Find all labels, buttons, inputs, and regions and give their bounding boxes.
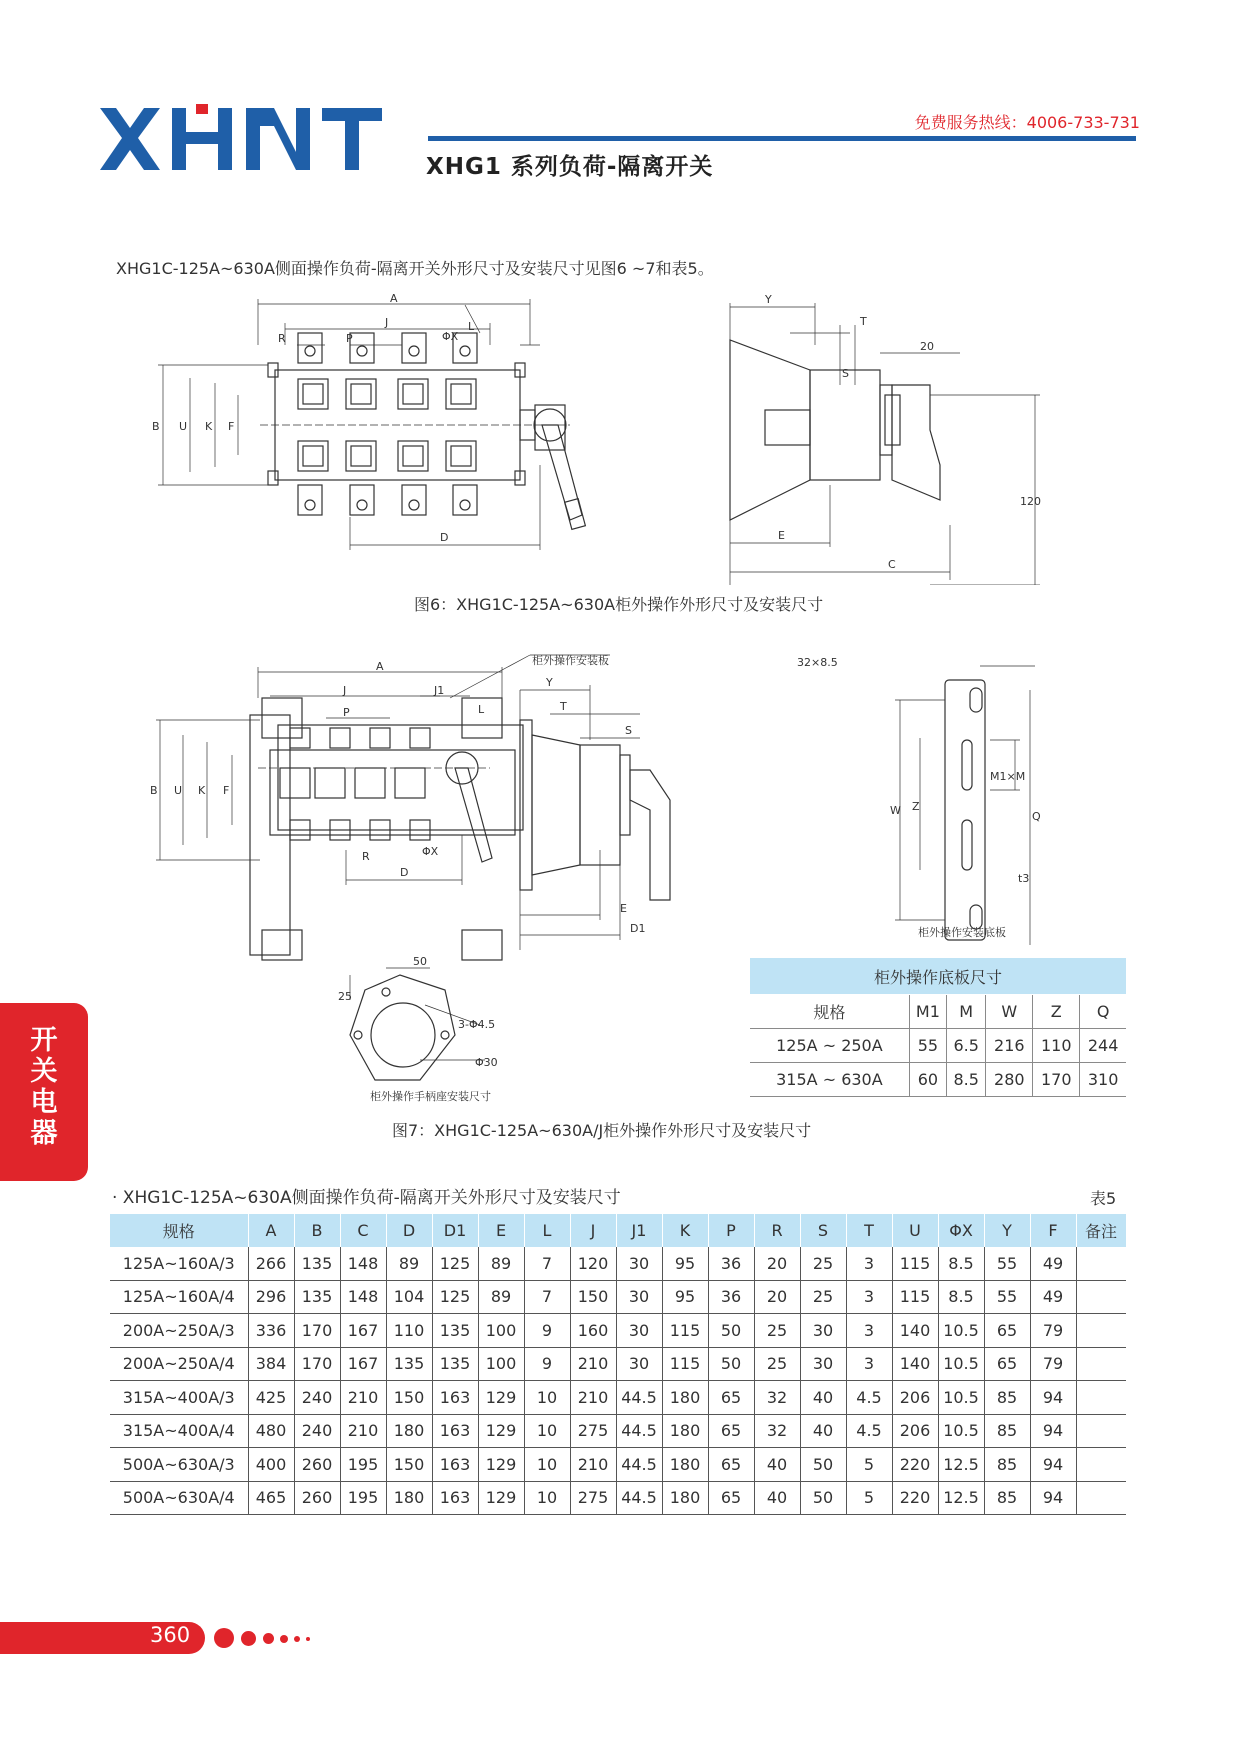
table-cell: 167 bbox=[340, 1347, 386, 1381]
plate-col-m1: M1 bbox=[909, 995, 946, 1029]
table-cell: 25 bbox=[800, 1247, 846, 1280]
table-cell: 310 bbox=[1080, 1063, 1126, 1097]
table-cell: 25 bbox=[754, 1347, 800, 1381]
table-cell: 79 bbox=[1030, 1347, 1076, 1381]
table-cell: 480 bbox=[248, 1414, 294, 1448]
side-tab-label: 开 关 电 器 bbox=[30, 1025, 58, 1149]
table-cell: 49 bbox=[1030, 1247, 1076, 1280]
table-row bbox=[110, 1347, 1126, 1381]
document-title: XHG1 系列负荷-隔离开关 bbox=[426, 154, 714, 180]
table-cell: 135 bbox=[294, 1247, 340, 1280]
table-row bbox=[110, 1481, 1126, 1515]
table-cell: 3 bbox=[846, 1314, 892, 1348]
fig6-label-p: P bbox=[346, 332, 353, 345]
fig7-label-m1xm: M1×M bbox=[990, 770, 1026, 783]
table-cell: 32 bbox=[754, 1381, 800, 1415]
table-cell: 50 bbox=[708, 1314, 754, 1348]
fig7-label-j: J bbox=[343, 684, 347, 697]
table-cell: 148 bbox=[340, 1247, 386, 1280]
fig6-side-view bbox=[730, 293, 1041, 585]
fig7-label-t3: t3 bbox=[1018, 872, 1030, 885]
fig7-label-w: W bbox=[890, 804, 901, 817]
fig7-label-a: A bbox=[376, 660, 384, 673]
table-header-cell: R bbox=[754, 1214, 800, 1247]
table-cell: 94 bbox=[1030, 1448, 1076, 1482]
table-cell: 20 bbox=[754, 1247, 800, 1280]
fig7-label-50: 50 bbox=[413, 955, 427, 968]
table-cell: 25 bbox=[800, 1280, 846, 1314]
fig7-label-handle-seat: 柜外操作手柄座安装尺寸 bbox=[370, 1090, 491, 1103]
table-row bbox=[750, 1029, 1126, 1063]
table-cell: 275 bbox=[570, 1481, 616, 1515]
table-cell: 12.5 bbox=[938, 1481, 984, 1515]
table-header-cell: P bbox=[708, 1214, 754, 1247]
table-cell bbox=[1076, 1314, 1126, 1348]
table-cell: 244 bbox=[1080, 1029, 1126, 1063]
table-cell: 425 bbox=[248, 1381, 294, 1415]
table-row bbox=[110, 1247, 1126, 1280]
table-cell: 9 bbox=[524, 1314, 570, 1348]
fig6-label-j: J bbox=[385, 316, 389, 329]
table-cell bbox=[1076, 1381, 1126, 1415]
table-cell: 65 bbox=[984, 1314, 1030, 1348]
table-cell: 100 bbox=[478, 1347, 524, 1381]
table-cell: 125 bbox=[432, 1247, 478, 1280]
table-cell bbox=[1076, 1481, 1126, 1515]
intro-text: XHG1C-125A~630A侧面操作负荷-隔离开关外形尺寸及安装尺寸见图6 ~7和表5。 bbox=[116, 259, 714, 278]
table-cell: 50 bbox=[708, 1347, 754, 1381]
fig6-label-c: C bbox=[888, 558, 896, 571]
table-header-cell: U bbox=[892, 1214, 938, 1247]
footer-dot bbox=[263, 1633, 274, 1644]
table-cell: 315A~400A/4 bbox=[110, 1414, 248, 1448]
table-cell: 125A ~ 250A bbox=[750, 1029, 909, 1063]
fig7-base-plate bbox=[797, 656, 1041, 945]
fig6-label-k: K bbox=[205, 420, 213, 433]
table-cell: 5 bbox=[846, 1481, 892, 1515]
table-cell: 180 bbox=[386, 1481, 432, 1515]
table-cell: 170 bbox=[1033, 1063, 1080, 1097]
table-cell: 148 bbox=[340, 1280, 386, 1314]
table-header-cell: ΦX bbox=[938, 1214, 984, 1247]
table-cell: 110 bbox=[386, 1314, 432, 1348]
table-cell: 20 bbox=[754, 1280, 800, 1314]
table-cell: 40 bbox=[754, 1481, 800, 1515]
brand-logo bbox=[100, 104, 390, 174]
table-cell: 44.5 bbox=[616, 1381, 662, 1415]
table-cell: 85 bbox=[984, 1414, 1030, 1448]
table-cell: 89 bbox=[478, 1247, 524, 1280]
fig6-label-120: 120 bbox=[1020, 495, 1041, 508]
fig6-label-l: L bbox=[468, 320, 475, 333]
table-cell: 129 bbox=[478, 1448, 524, 1482]
table-cell bbox=[1076, 1280, 1126, 1314]
table-cell: 150 bbox=[386, 1448, 432, 1482]
table-cell: 150 bbox=[386, 1381, 432, 1415]
footer-dot bbox=[294, 1636, 300, 1642]
table-cell: 32 bbox=[754, 1414, 800, 1448]
table-cell: 210 bbox=[340, 1414, 386, 1448]
fig6-front-view bbox=[152, 292, 585, 550]
table-cell: 65 bbox=[708, 1381, 754, 1415]
fig6-label-b: B bbox=[152, 420, 160, 433]
table-cell: 85 bbox=[984, 1448, 1030, 1482]
footer-dot bbox=[214, 1628, 234, 1648]
page-number: 360 bbox=[150, 1623, 191, 1647]
table-cell: 500A~630A/4 bbox=[110, 1481, 248, 1515]
plate-col-z: Z bbox=[1033, 995, 1080, 1029]
table-cell: 85 bbox=[984, 1381, 1030, 1415]
table-cell: 4.5 bbox=[846, 1414, 892, 1448]
fig7-label-j1: J1 bbox=[434, 684, 445, 697]
table-cell: 94 bbox=[1030, 1481, 1076, 1515]
table-cell: 65 bbox=[708, 1414, 754, 1448]
table-cell: 7 bbox=[524, 1247, 570, 1280]
table-cell: 115 bbox=[662, 1314, 708, 1348]
table-cell: 9 bbox=[524, 1347, 570, 1381]
table-cell: 135 bbox=[294, 1280, 340, 1314]
table-cell: 275 bbox=[570, 1414, 616, 1448]
table-cell: 195 bbox=[340, 1448, 386, 1482]
table-cell: 129 bbox=[478, 1381, 524, 1415]
table-cell: 65 bbox=[708, 1481, 754, 1515]
fig6-label-a: A bbox=[390, 292, 398, 305]
table-cell: 49 bbox=[1030, 1280, 1076, 1314]
table-cell: 135 bbox=[386, 1347, 432, 1381]
table-cell: 30 bbox=[616, 1247, 662, 1280]
table-header-cell: 备注 bbox=[1076, 1214, 1126, 1247]
table-cell: 10 bbox=[524, 1381, 570, 1415]
table-cell: 167 bbox=[340, 1314, 386, 1348]
table-cell: 55 bbox=[909, 1029, 946, 1063]
table-cell: 50 bbox=[800, 1481, 846, 1515]
table-cell: 210 bbox=[570, 1448, 616, 1482]
fig7-handle-seat bbox=[338, 955, 498, 1103]
table-cell: 60 bbox=[909, 1063, 946, 1097]
table-cell: 240 bbox=[294, 1381, 340, 1415]
table-cell: 180 bbox=[662, 1481, 708, 1515]
fig7-label-l: L bbox=[478, 703, 485, 716]
table-cell: 10.5 bbox=[938, 1314, 984, 1348]
plate-table-title: 柜外操作底板尺寸 bbox=[750, 958, 1126, 995]
table-cell: 400 bbox=[248, 1448, 294, 1482]
table-cell: 115 bbox=[892, 1280, 938, 1314]
fig7-label-q: Q bbox=[1032, 810, 1041, 823]
table-cell: 206 bbox=[892, 1414, 938, 1448]
table-cell: 115 bbox=[662, 1347, 708, 1381]
fig7-front-view bbox=[150, 653, 610, 960]
table-header-cell: K bbox=[662, 1214, 708, 1247]
table-row bbox=[110, 1381, 1126, 1415]
table-cell: 315A~400A/3 bbox=[110, 1381, 248, 1415]
table-cell: 7 bbox=[524, 1280, 570, 1314]
table-cell: 216 bbox=[986, 1029, 1033, 1063]
table-row bbox=[750, 1063, 1126, 1097]
table-cell: 40 bbox=[800, 1414, 846, 1448]
fig7-label-25: 25 bbox=[338, 990, 352, 1003]
table-cell: 125A~160A/3 bbox=[110, 1247, 248, 1280]
table-header-cell: F bbox=[1030, 1214, 1076, 1247]
table-header-cell: T bbox=[846, 1214, 892, 1247]
table-cell: 25 bbox=[754, 1314, 800, 1348]
table-cell: 129 bbox=[478, 1481, 524, 1515]
table-cell: 125A~160A/4 bbox=[110, 1280, 248, 1314]
section-side-tab bbox=[0, 1003, 88, 1181]
fig7-label-k: K bbox=[198, 784, 206, 797]
table-cell: 89 bbox=[386, 1247, 432, 1280]
table-cell: 266 bbox=[248, 1247, 294, 1280]
table-cell: 94 bbox=[1030, 1381, 1076, 1415]
table-cell: 220 bbox=[892, 1448, 938, 1482]
table-cell: 280 bbox=[986, 1063, 1033, 1097]
fig6-label-e: E bbox=[778, 529, 785, 542]
fig7-label-b: B bbox=[150, 784, 158, 797]
table-cell: 30 bbox=[616, 1314, 662, 1348]
table-header-cell: J1 bbox=[616, 1214, 662, 1247]
footer-dot bbox=[280, 1635, 288, 1643]
table-cell: 206 bbox=[892, 1381, 938, 1415]
footer-dot bbox=[241, 1631, 256, 1646]
table-cell: 163 bbox=[432, 1448, 478, 1482]
table-cell: 125 bbox=[432, 1280, 478, 1314]
fig6-label-phix: ΦX bbox=[442, 330, 459, 343]
table-cell: 3 bbox=[846, 1247, 892, 1280]
fig6-caption: 图6：XHG1C-125A~630A柜外操作外形尺寸及安装尺寸 bbox=[414, 595, 824, 614]
table-header-row bbox=[110, 1214, 1126, 1247]
table-header-cell: A bbox=[248, 1214, 294, 1247]
table-row bbox=[110, 1280, 1126, 1314]
table-cell: 4.5 bbox=[846, 1381, 892, 1415]
table-cell: 336 bbox=[248, 1314, 294, 1348]
table-cell: 170 bbox=[294, 1347, 340, 1381]
table-cell: 10.5 bbox=[938, 1381, 984, 1415]
plate-col-m: M bbox=[946, 995, 985, 1029]
plate-col-w: W bbox=[986, 995, 1033, 1029]
table-cell: 115 bbox=[892, 1247, 938, 1280]
table-cell: 8.5 bbox=[946, 1063, 985, 1097]
table-cell: 65 bbox=[984, 1347, 1030, 1381]
table-cell: 120 bbox=[570, 1247, 616, 1280]
table-row bbox=[110, 1448, 1126, 1482]
table-cell: 163 bbox=[432, 1381, 478, 1415]
fig7-label-t: T bbox=[560, 700, 567, 713]
table-cell: 30 bbox=[616, 1280, 662, 1314]
table-cell: 95 bbox=[662, 1247, 708, 1280]
table-header-cell: S bbox=[800, 1214, 846, 1247]
table-cell: 210 bbox=[570, 1347, 616, 1381]
plate-col-q: Q bbox=[1080, 995, 1126, 1029]
table-cell: 180 bbox=[662, 1414, 708, 1448]
table-cell: 44.5 bbox=[616, 1481, 662, 1515]
table-cell: 100 bbox=[478, 1314, 524, 1348]
table-cell: 30 bbox=[800, 1347, 846, 1381]
table-cell: 135 bbox=[432, 1347, 478, 1381]
table-cell: 10 bbox=[524, 1481, 570, 1515]
table-cell: 110 bbox=[1033, 1029, 1080, 1063]
table-cell: 36 bbox=[708, 1247, 754, 1280]
fig6-label-20: 20 bbox=[920, 340, 934, 353]
table-cell: 296 bbox=[248, 1280, 294, 1314]
table-cell: 89 bbox=[478, 1280, 524, 1314]
table-cell: 260 bbox=[294, 1448, 340, 1482]
table-cell: 44.5 bbox=[616, 1414, 662, 1448]
service-hotline: 免费服务热线：4006-733-731 bbox=[914, 113, 1140, 132]
fig7-caption: 图7：XHG1C-125A~630A/J柜外操作外形尺寸及安装尺寸 bbox=[392, 1121, 812, 1140]
fig7-label-s: S bbox=[625, 724, 632, 737]
table-cell bbox=[1076, 1347, 1126, 1381]
table-cell: 260 bbox=[294, 1481, 340, 1515]
table-row bbox=[110, 1314, 1126, 1348]
table-cell: 200A~250A/3 bbox=[110, 1314, 248, 1348]
plate-dimensions-table bbox=[750, 958, 1126, 1097]
table-header-cell: Y bbox=[984, 1214, 1030, 1247]
fig7-label-holes: 3-Φ4.5 bbox=[458, 1018, 496, 1031]
fig7-label-f: F bbox=[223, 784, 230, 797]
table-cell: 50 bbox=[800, 1448, 846, 1482]
fig6-label-y: Y bbox=[765, 293, 772, 306]
table-cell: 210 bbox=[570, 1381, 616, 1415]
fig7-side-view bbox=[520, 676, 670, 950]
fig6-label-t: T bbox=[860, 315, 867, 328]
table-header-cell: C bbox=[340, 1214, 386, 1247]
table-cell: 79 bbox=[1030, 1314, 1076, 1348]
plate-col-spec: 规格 bbox=[750, 995, 909, 1029]
table-header-cell: D1 bbox=[432, 1214, 478, 1247]
table-cell bbox=[1076, 1247, 1126, 1280]
fig7-label-p: P bbox=[343, 706, 350, 719]
table-cell: 10 bbox=[524, 1414, 570, 1448]
fig7-label-d1: D1 bbox=[630, 922, 646, 935]
table-header-cell: E bbox=[478, 1214, 524, 1247]
table-cell: 95 bbox=[662, 1280, 708, 1314]
table-cell: 465 bbox=[248, 1481, 294, 1515]
table-cell: 94 bbox=[1030, 1414, 1076, 1448]
table-cell: 163 bbox=[432, 1414, 478, 1448]
table-cell: 85 bbox=[984, 1481, 1030, 1515]
table-cell: 240 bbox=[294, 1414, 340, 1448]
table-header-cell: D bbox=[386, 1214, 432, 1247]
table-header-cell: J bbox=[570, 1214, 616, 1247]
table-cell: 40 bbox=[754, 1448, 800, 1482]
table-cell: 129 bbox=[478, 1414, 524, 1448]
table-row bbox=[110, 1414, 1126, 1448]
table-cell: 160 bbox=[570, 1314, 616, 1348]
fig7-label-mount-panel: 柜外操作安装板 bbox=[532, 654, 609, 667]
table-cell: 180 bbox=[386, 1414, 432, 1448]
table-cell: 12.5 bbox=[938, 1448, 984, 1482]
fig7-label-u: U bbox=[174, 784, 183, 797]
table-cell: 315A ~ 630A bbox=[750, 1063, 909, 1097]
table-cell: 170 bbox=[294, 1314, 340, 1348]
fig6-label-d: D bbox=[440, 531, 449, 544]
table-cell: 163 bbox=[432, 1481, 478, 1515]
table-cell: 140 bbox=[892, 1314, 938, 1348]
fig6-label-f: F bbox=[228, 420, 235, 433]
table5-title: · XHG1C-125A~630A侧面操作负荷-隔离开关外形尺寸及安装尺寸 bbox=[112, 1188, 621, 1208]
table-cell: 10.5 bbox=[938, 1347, 984, 1381]
table-cell bbox=[1076, 1414, 1126, 1448]
table5-label: 表5 bbox=[1090, 1189, 1117, 1208]
header-rule bbox=[428, 136, 1136, 141]
fig6-label-s: S bbox=[842, 367, 849, 380]
fig7-label-phi30: Φ30 bbox=[475, 1056, 498, 1069]
table-cell: 8.5 bbox=[938, 1280, 984, 1314]
table-cell: 5 bbox=[846, 1448, 892, 1482]
table-cell: 65 bbox=[708, 1448, 754, 1482]
table-cell: 30 bbox=[800, 1314, 846, 1348]
fig6-label-r: R bbox=[278, 332, 286, 345]
table-header-cell: L bbox=[524, 1214, 570, 1247]
table-cell: 180 bbox=[662, 1448, 708, 1482]
fig7-label-base-plate: 柜外操作安装底板 bbox=[918, 926, 1006, 939]
table-cell: 8.5 bbox=[938, 1247, 984, 1280]
table-cell: 40 bbox=[800, 1381, 846, 1415]
table-cell: 10.5 bbox=[938, 1414, 984, 1448]
table-header-cell: B bbox=[294, 1214, 340, 1247]
fig7-label-y: Y bbox=[546, 676, 553, 689]
fig7-label-z: Z bbox=[912, 800, 920, 813]
fig7-label-r: R bbox=[362, 850, 370, 863]
fig6-drawing bbox=[150, 285, 1070, 585]
table-cell: 150 bbox=[570, 1280, 616, 1314]
table-cell: 220 bbox=[892, 1481, 938, 1515]
table-cell: 30 bbox=[616, 1347, 662, 1381]
table-cell: 135 bbox=[432, 1314, 478, 1348]
dimensions-table bbox=[110, 1214, 1127, 1515]
table-cell: 3 bbox=[846, 1280, 892, 1314]
table-cell: 3 bbox=[846, 1347, 892, 1381]
table-cell: 104 bbox=[386, 1280, 432, 1314]
table-cell: 10 bbox=[524, 1448, 570, 1482]
table-cell: 6.5 bbox=[946, 1029, 985, 1063]
table-cell: 55 bbox=[984, 1247, 1030, 1280]
table-cell: 44.5 bbox=[616, 1448, 662, 1482]
fig7-label-e: E bbox=[620, 902, 627, 915]
footer-dot bbox=[306, 1637, 310, 1641]
table-cell: 140 bbox=[892, 1347, 938, 1381]
table-cell: 36 bbox=[708, 1280, 754, 1314]
table-header-cell: 规格 bbox=[110, 1214, 248, 1247]
table-cell: 210 bbox=[340, 1381, 386, 1415]
table-cell: 500A~630A/3 bbox=[110, 1448, 248, 1482]
table-cell: 200A~250A/4 bbox=[110, 1347, 248, 1381]
table-cell: 384 bbox=[248, 1347, 294, 1381]
fig7-label-slot: 32×8.5 bbox=[797, 656, 838, 669]
fig7-label-phix: ΦX bbox=[422, 845, 439, 858]
table-cell: 180 bbox=[662, 1381, 708, 1415]
table-cell bbox=[1076, 1448, 1126, 1482]
fig7-label-d: D bbox=[400, 866, 409, 879]
table-cell: 195 bbox=[340, 1481, 386, 1515]
table-cell: 55 bbox=[984, 1280, 1030, 1314]
fig6-label-u: U bbox=[179, 420, 188, 433]
